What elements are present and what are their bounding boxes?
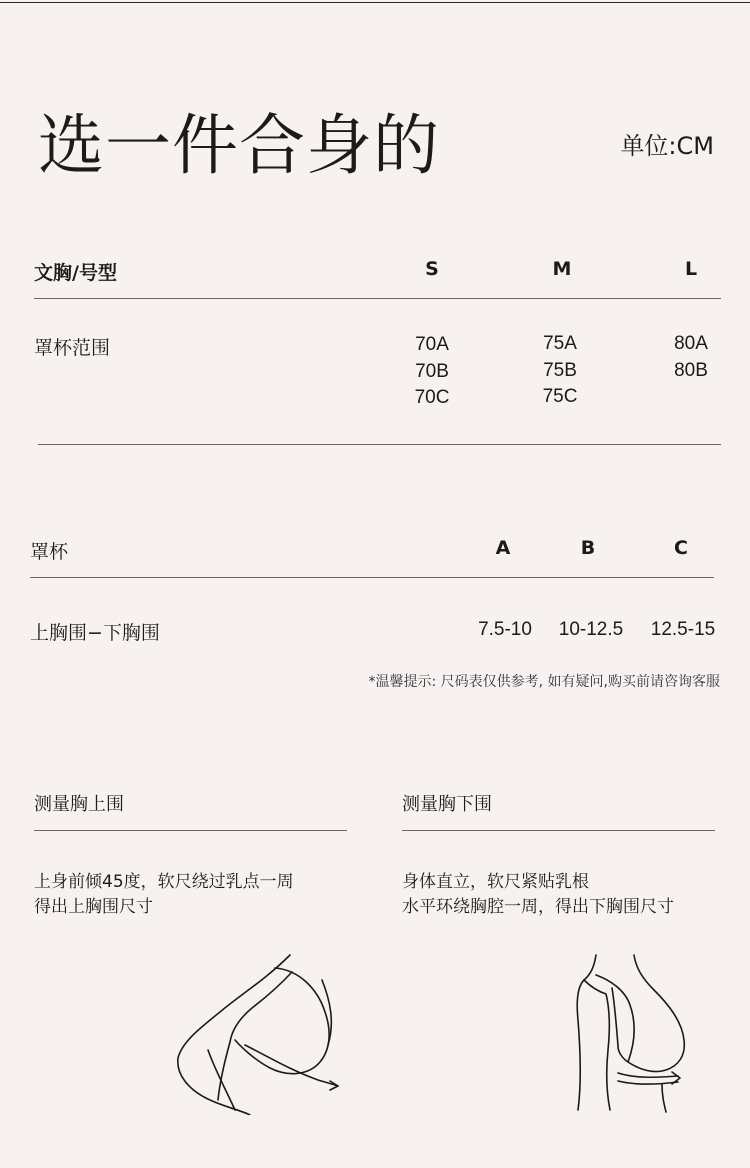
size-header-m: M xyxy=(552,258,572,280)
cup-header-c: C xyxy=(674,537,688,559)
standing-figure-icon xyxy=(570,950,700,1115)
cup-header-b: B xyxy=(580,537,596,559)
desc-line: 得出上胸围尺寸 xyxy=(34,897,153,917)
table2-header-rule xyxy=(30,577,714,578)
cup-header-a: A xyxy=(495,537,511,559)
page-title: 选一件合身的 xyxy=(38,107,440,184)
cup-value: 75A xyxy=(543,333,577,354)
desc-line: 水平环绕胸腔一周，得出下胸围尺寸 xyxy=(402,897,674,917)
value-cup-b: 10-12.5 xyxy=(558,619,624,640)
measure-upper-rule xyxy=(34,830,347,831)
bust-difference-label: 上胸围−下胸围 xyxy=(30,622,160,644)
table1-header-label: 文胸/号型 xyxy=(34,262,117,284)
top-divider xyxy=(0,2,750,3)
desc-line: 上身前倾45度，软尺绕过乳点一周 xyxy=(34,872,294,892)
cup-value: 80B xyxy=(674,359,708,381)
unit-label: 单位:CM xyxy=(620,132,714,160)
cup-value: 75C xyxy=(542,386,578,407)
size-l-cups xyxy=(651,331,731,384)
cup-value: 70B xyxy=(415,360,449,382)
value-cup-a: 7.5-10 xyxy=(478,619,532,640)
measure-upper-desc xyxy=(34,870,294,920)
size-header-l: L xyxy=(684,258,698,280)
table1-header-rule xyxy=(34,298,721,299)
cup-range-label: 罩杯范围 xyxy=(34,337,111,359)
table2-header-label: 罩杯 xyxy=(30,541,69,563)
size-tip: *温馨提示: 尺码表仅供参考, 如有疑问,购买前请咨询客服 xyxy=(368,674,720,690)
cup-value: 70C xyxy=(414,387,450,408)
table1-bottom-rule xyxy=(38,444,721,445)
cup-value: 80A xyxy=(674,333,708,354)
cup-value: 75B xyxy=(543,359,577,381)
measure-lower-rule xyxy=(402,830,715,831)
size-header-s: S xyxy=(425,258,439,280)
lean-forward-figure-icon xyxy=(170,950,360,1115)
cup-value: 70A xyxy=(415,334,449,355)
size-m-cups xyxy=(520,331,600,411)
measure-lower-title: 测量胸下围 xyxy=(402,794,492,815)
desc-line: 身体直立，软尺紧贴乳根 xyxy=(402,872,589,892)
measure-upper-title: 测量胸上围 xyxy=(34,794,124,815)
size-s-cups xyxy=(392,332,472,412)
value-cup-c: 12.5-15 xyxy=(650,619,716,640)
measure-lower-desc xyxy=(402,870,674,920)
